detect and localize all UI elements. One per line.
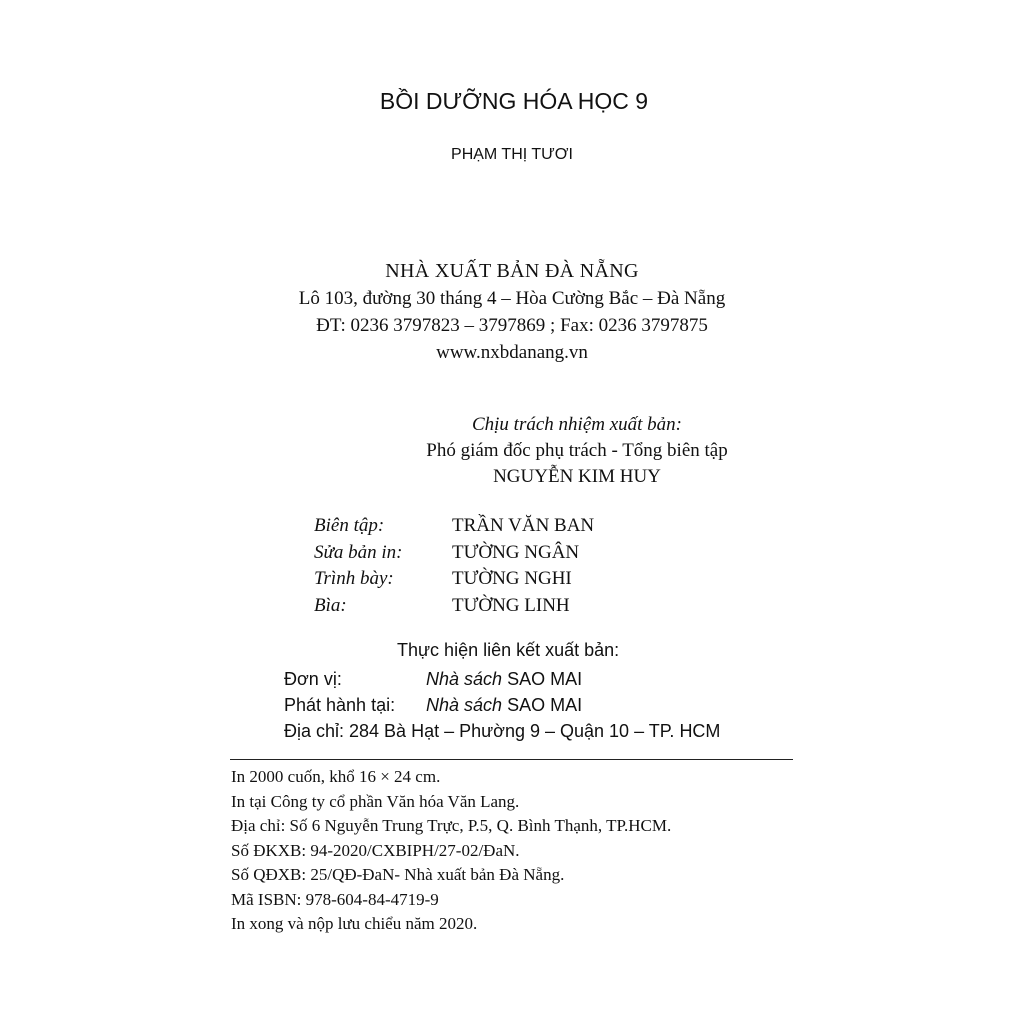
- responsibility-name: NGUYỄN KIM HUY: [493, 466, 661, 487]
- staff-name: TRẦN VĂN BAN: [452, 515, 595, 536]
- publisher-block: [0, 258, 1024, 366]
- distributor-value: [426, 692, 582, 718]
- colophon-line: Mã ISBN: 978-604-84-4719-9: [231, 889, 439, 909]
- staff-role: Sửa bản in:: [314, 541, 403, 563]
- distributor-label: Phát hành tại:: [284, 695, 396, 715]
- partnership-address: Địa chỉ: 284 Bà Hạt – Phường 9 – Quận 10 – TP. HCM: [284, 721, 721, 741]
- responsibility-role: Phó giám đốc phụ trách - Tổng biên tập: [426, 440, 728, 461]
- unit-label: Đơn vị:: [284, 669, 342, 689]
- staff-row: [314, 566, 634, 593]
- staff-role: Trình bày:: [314, 568, 394, 589]
- colophon-line: In xong và nộp lưu chiểu năm 2020.: [231, 914, 478, 933]
- publisher-phone: ĐT: 0236 3797823 – 3797869 ; Fax: 0236 3797875: [316, 315, 708, 336]
- responsibility-block: [0, 412, 1024, 490]
- divider: [230, 759, 793, 760]
- distributor-value-italic: Nhà sách: [426, 695, 503, 715]
- staff-row: [314, 513, 634, 540]
- colophon-line: Địa chỉ: Số 6 Nguyễn Trung Trực, P.5, Q. Bình Thạnh, TP.HCM.: [231, 816, 672, 835]
- staff-row: [314, 593, 634, 620]
- partnership-title: Thực hiện liên kết xuất bản:: [397, 640, 620, 660]
- unit-value: [426, 666, 582, 692]
- staff-row: [314, 540, 634, 567]
- staff-role: Bìa:: [314, 594, 347, 616]
- colophon-line: In tại Công ty cổ phần Văn hóa Văn Lang.: [231, 791, 520, 811]
- publisher-address: Lô 103, đường 30 tháng 4 – Hòa Cường Bắc – Đà Nẵng: [298, 288, 726, 309]
- colophon-line: Số QĐXB: 25/QĐ-ĐaN- Nhà xuất bản Đà Nẵng.: [231, 865, 565, 884]
- distributor-value-name: SAO MAI: [507, 695, 583, 715]
- responsibility-label: Chịu trách nhiệm xuất bản:: [471, 414, 683, 435]
- publisher-website: www.nxbdanang.vn: [436, 342, 588, 363]
- staff-list: [314, 513, 634, 619]
- unit-value-name: SAO MAI: [507, 669, 583, 689]
- book-title: BỒI DƯỠNG HÓA HỌC 9: [379, 88, 649, 114]
- staff-name: TƯỜNG LINH: [452, 594, 570, 616]
- colophon-line: Số ĐKXB: 94-2020/CXBIPH/27-02/ĐaN.: [231, 840, 520, 860]
- publisher-name: NHÀ XUẤT BẢN ĐÀ NẴNG: [385, 260, 639, 282]
- colophon: [231, 765, 671, 937]
- colophon-line: In 2000 cuốn, khổ 16 × 24 cm.: [231, 767, 441, 786]
- staff-name: TƯỜNG NGHI: [452, 568, 572, 589]
- staff-name: TƯỜNG NGÂN: [452, 541, 580, 563]
- unit-value-italic: Nhà sách: [426, 669, 503, 689]
- staff-role: Biên tập:: [314, 515, 385, 536]
- author-name: PHẠM THỊ TƯƠI: [451, 146, 573, 163]
